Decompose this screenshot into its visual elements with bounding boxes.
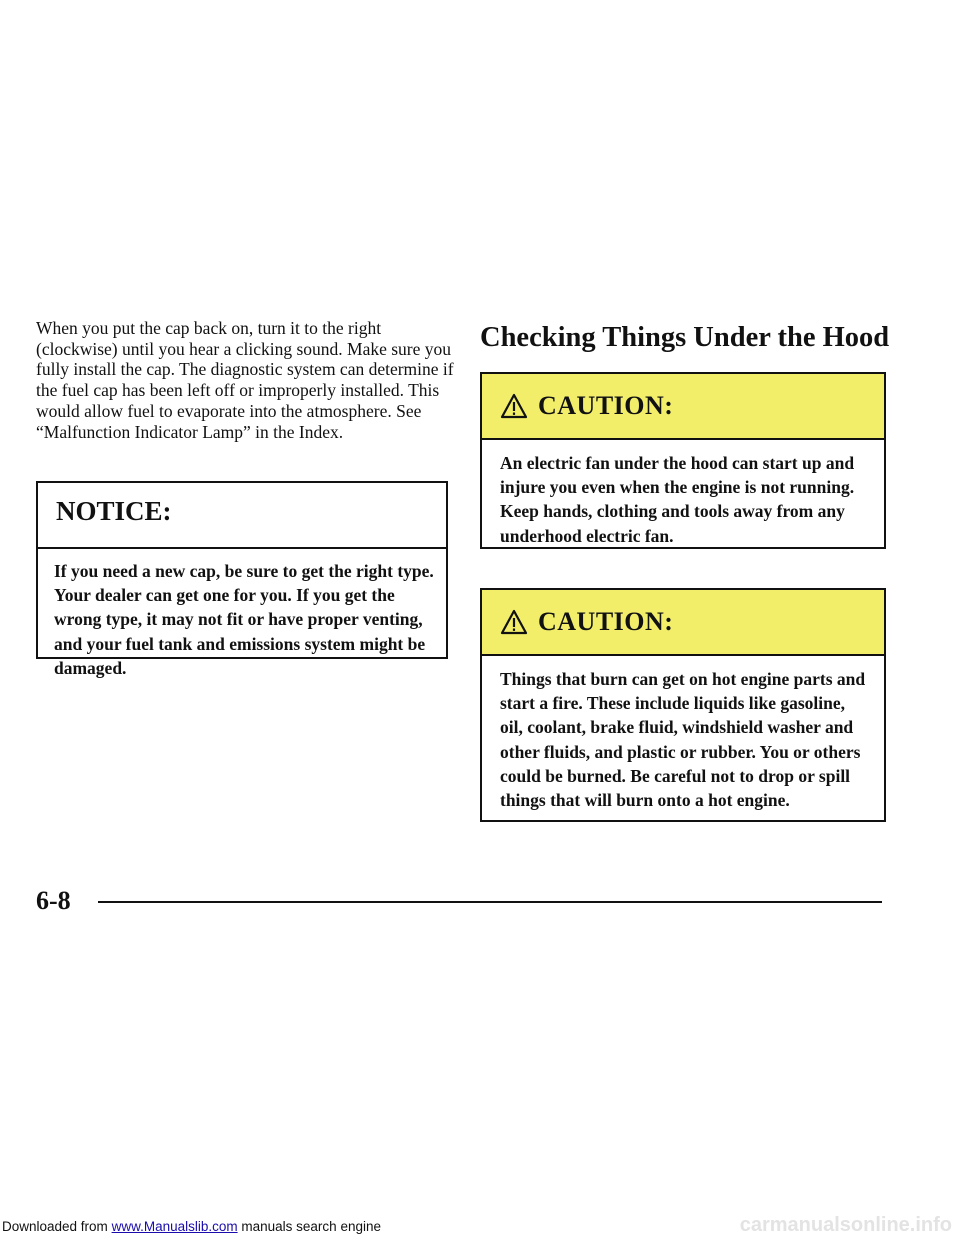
caution-header bbox=[482, 374, 884, 440]
intro-column bbox=[36, 318, 456, 442]
footer-rule bbox=[98, 901, 882, 903]
notice-body: If you need a new cap, be sure to get the right type. Your dealer can get one for you. If you get the wrong type, it may not fit or have proper venting, and your fuel tank and emissions system might be damaged. bbox=[54, 561, 434, 678]
notice-heading: NOTICE: bbox=[38, 483, 446, 549]
page-number: 6-8 bbox=[36, 886, 71, 915]
caution-header bbox=[482, 590, 884, 656]
watermark-text: carmanualsonline.info bbox=[739, 1214, 952, 1236]
footer-prefix: Downloaded from bbox=[2, 1219, 108, 1234]
footer-suffix: manuals search engine bbox=[241, 1219, 381, 1234]
section-title: Checking Things Under the Hood bbox=[480, 322, 890, 353]
caution-body: An electric fan under the hood can start up and injure you even when the engine is not running. Keep hands, clothing and tools away from any underhood electric fan. bbox=[500, 453, 855, 546]
warning-triangle-icon bbox=[500, 393, 528, 419]
caution-label: CAUTION: bbox=[538, 607, 674, 636]
caution-body: Things that burn can get on hot engine parts and start a fire. These include liquids like gasoline, oil, coolant, brake fluid, windshield washer and other fluids, and plastic or rubber. You or others could be burned. Be careful not to drop or spill things that will burn onto a hot engine. bbox=[500, 669, 866, 811]
intro-paragraph: When you put the cap back on, turn it to the right (clockwise) until you hear a clicking sound. Make sure you fully install the cap. The diagnostic system can determine if the fuel cap has been left off or improperly installed. This would allow fuel to evaporate into the atmosphere. See “Malfunction Indicator Lamp” in the Index. bbox=[36, 318, 454, 442]
caution-box-fan bbox=[480, 372, 886, 549]
warning-triangle-icon bbox=[500, 609, 528, 635]
caution-box-fire bbox=[480, 588, 886, 822]
manualslib-link[interactable]: www.Manualslib.com bbox=[111, 1219, 238, 1234]
notice-box bbox=[36, 481, 448, 678]
source-footer bbox=[2, 1219, 381, 1234]
caution-label: CAUTION: bbox=[538, 391, 674, 420]
